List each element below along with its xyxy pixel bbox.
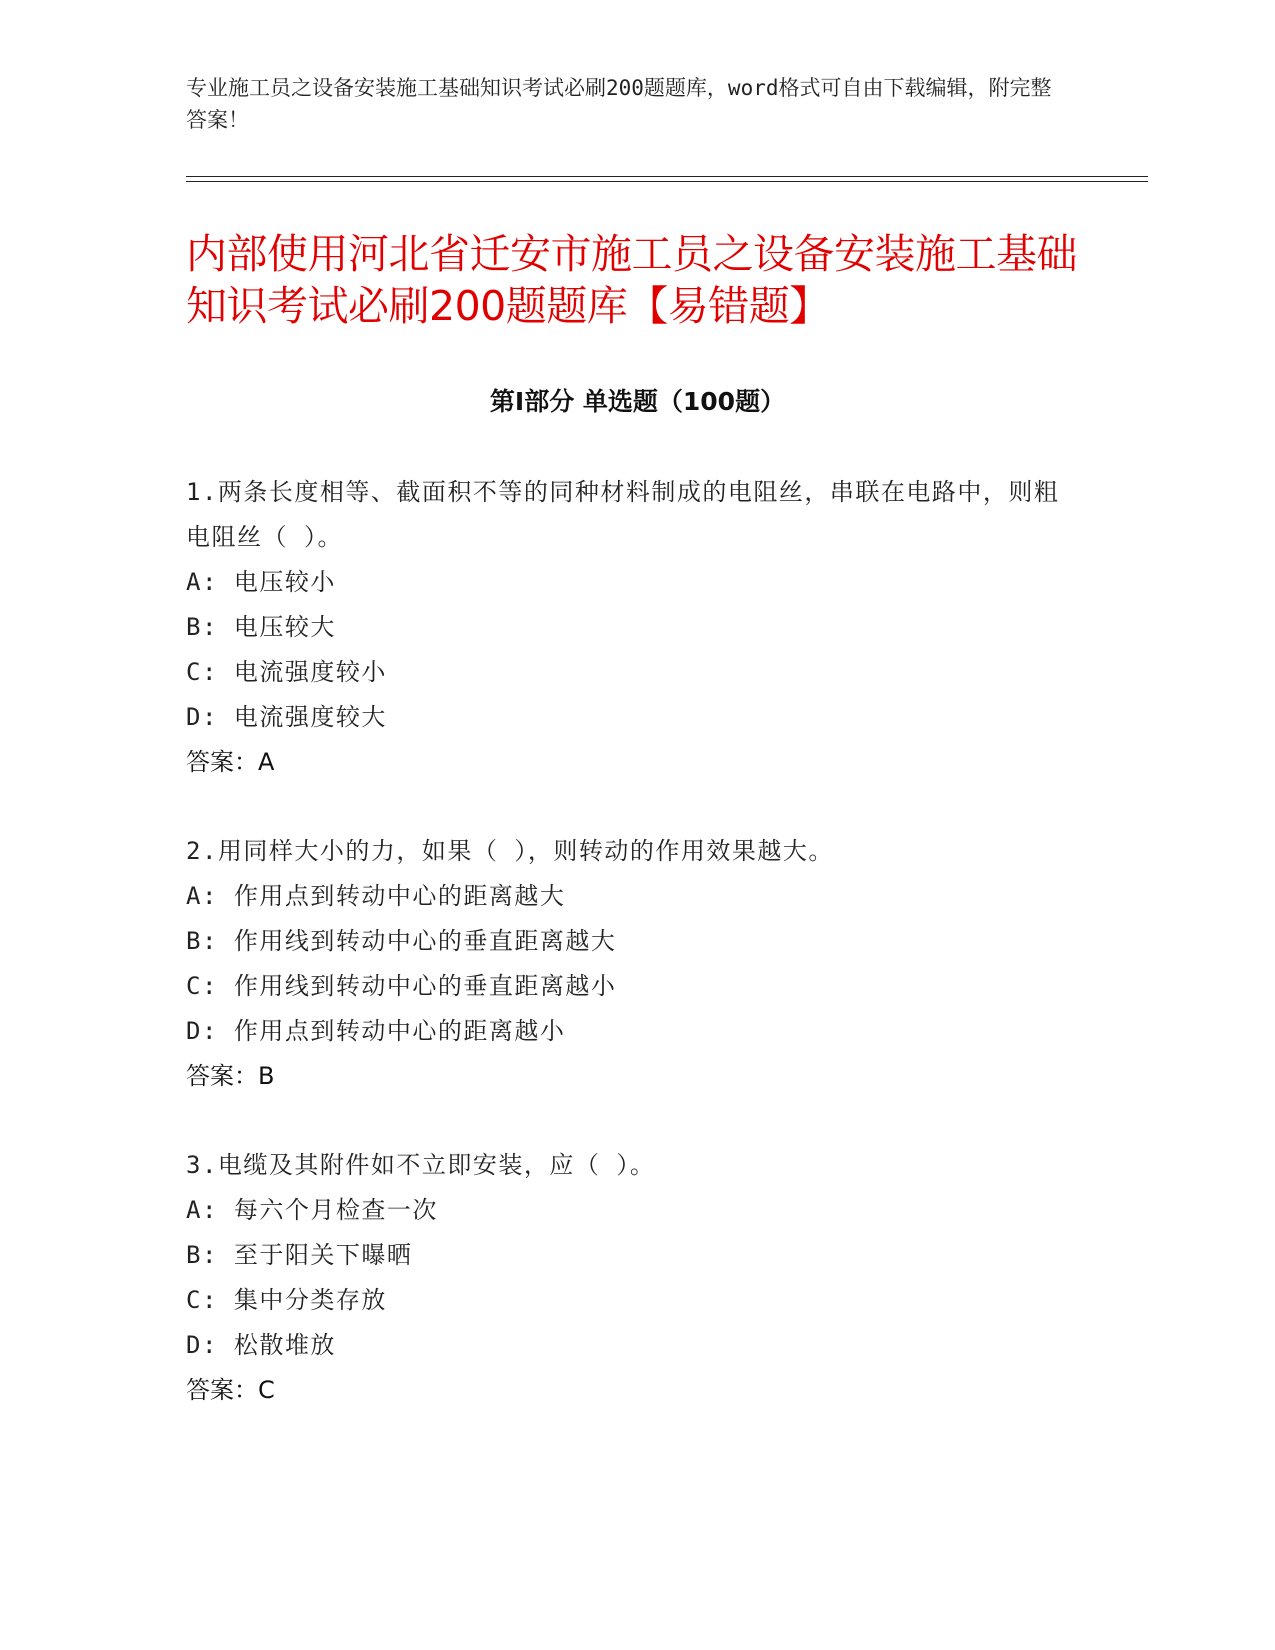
header-note: 专业施工员之设备安装施工基础知识考试必刷200题题库，word格式可自由下载编辑，附完整答案！ [186,76,1052,132]
option-c: C: 电流强度较小 [186,658,387,686]
section-heading: 第Ⅰ部分 单选题（100题） [489,387,786,416]
question-2 [186,829,1066,1099]
option-b: B: 作用线到转动中心的垂直距离越大 [186,927,617,955]
option-b: B: 至于阳关下曝晒 [186,1241,413,1269]
option-c: C: 作用线到转动中心的垂直距离越小 [186,972,617,1000]
question-stem: 2.用同样大小的力，如果（ ），则转动的作用效果越大。 [186,837,834,865]
question-list [186,470,1066,1457]
option-d: D: 电流强度较大 [186,703,387,731]
document-title: 内部使用河北省迁安市施工员之设备安装施工基础知识考试必刷200题题库【易错题】 [186,230,1077,330]
answer-line: 答案：A [186,748,275,776]
answer-line: 答案：B [186,1062,275,1090]
question-stem: 1.两条长度相等、截面积不等的同种材料制成的电阻丝，串联在电路中，则粗电阻丝（ ）。 [186,478,1060,551]
option-b: B: 电压较大 [186,613,336,641]
answer-line: 答案：C [186,1376,275,1404]
option-d: D: 作用点到转动中心的距离越小 [186,1017,566,1045]
question-3 [186,1143,1066,1413]
option-d: D: 松散堆放 [186,1331,336,1359]
question-stem: 3.电缆及其附件如不立即安装，应（ ）。 [186,1151,656,1179]
question-1 [186,470,1066,785]
option-a: A: 作用点到转动中心的距离越大 [186,882,566,910]
option-a: A: 每六个月检查一次 [186,1196,438,1224]
option-c: C: 集中分类存放 [186,1286,387,1314]
header-divider [186,176,1148,182]
option-a: A: 电压较小 [186,568,336,596]
